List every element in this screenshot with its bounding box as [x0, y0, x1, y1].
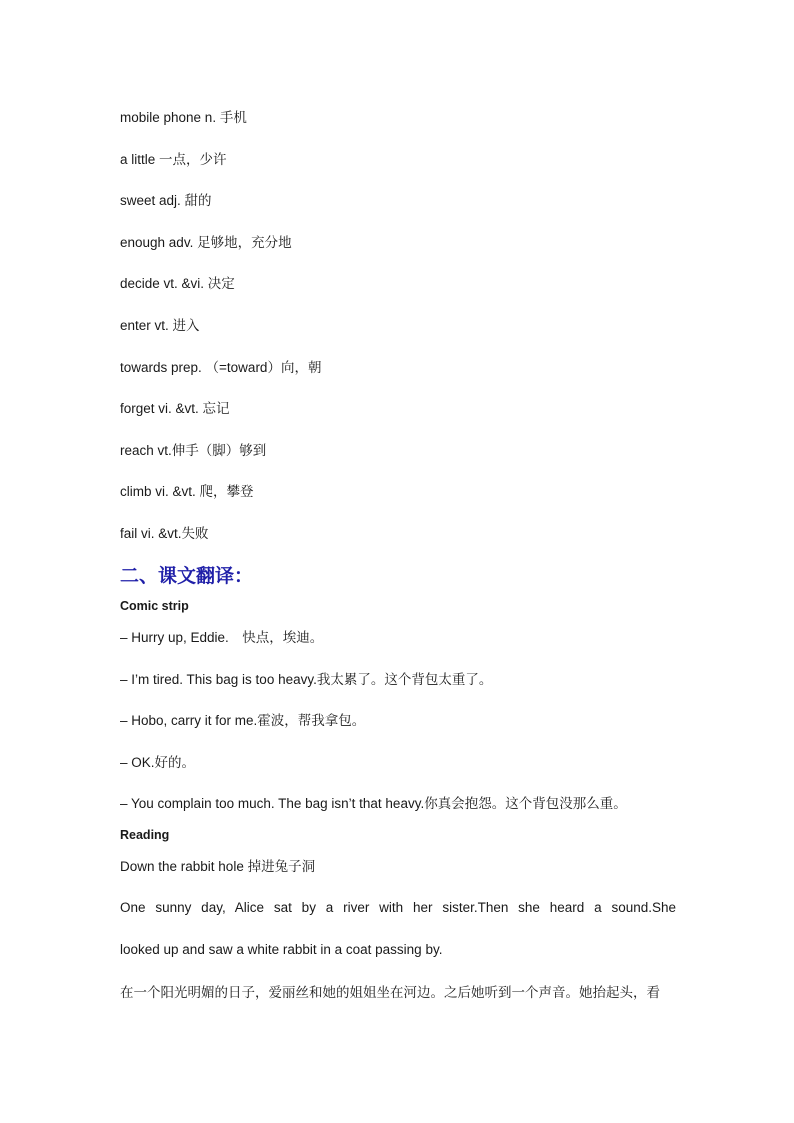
vocab-item: climb vi. &vt. 爬，攀登 [120, 484, 254, 499]
dialogue-line: – I’m tired. This bag is too heavy.我太累了。这个背包太重了。 [120, 672, 493, 687]
vocab-item: decide vt. &vi. 决定 [120, 276, 235, 291]
reading-label: Reading [120, 828, 170, 842]
vocab-item: enter vt. 进入 [120, 318, 200, 333]
dialogue-line: – Hurry up, Eddie. 快点，埃迪。 [120, 630, 324, 645]
vocab-item: sweet adj. 甜的 [120, 193, 212, 208]
dialogue-line: – OK.好的。 [120, 755, 196, 770]
vocab-item: forget vi. &vt. 忘记 [120, 401, 230, 416]
reading-title: Down the rabbit hole 掉进兔子洞 [120, 859, 316, 874]
vocab-item: enough adv. 足够地，充分地 [120, 235, 292, 250]
section-heading: 二、课文翻译： [120, 566, 254, 587]
vocab-item: fail vi. &vt.失败 [120, 526, 209, 541]
reading-paragraph-en-line1: One sunny day, Alice sat by a river with her sister.Then she heard a sound.She [120, 900, 676, 915]
dialogue-line: – Hobo, carry it for me.霍波，帮我拿包。 [120, 713, 366, 728]
vocab-item: reach vt.伸手（脚）够到 [120, 443, 267, 458]
comic-strip-label: Comic strip [120, 599, 189, 613]
vocab-item: towards prep. （=toward）向，朝 [120, 360, 322, 375]
reading-paragraph-cn: 在一个阳光明媚的日子，爱丽丝和她的姐姐坐在河边。之后她听到一个声音。她抬起头，看 [120, 985, 660, 1000]
vocab-item: mobile phone n. 手机 [120, 110, 247, 125]
reading-paragraph-en-line2: looked up and saw a white rabbit in a coat passing by. [120, 942, 443, 957]
dialogue-line: – You complain too much. The bag isn’t that heavy.你真会抱怨。这个背包没那么重。 [120, 796, 627, 811]
vocab-item: a little 一点，少许 [120, 152, 227, 167]
